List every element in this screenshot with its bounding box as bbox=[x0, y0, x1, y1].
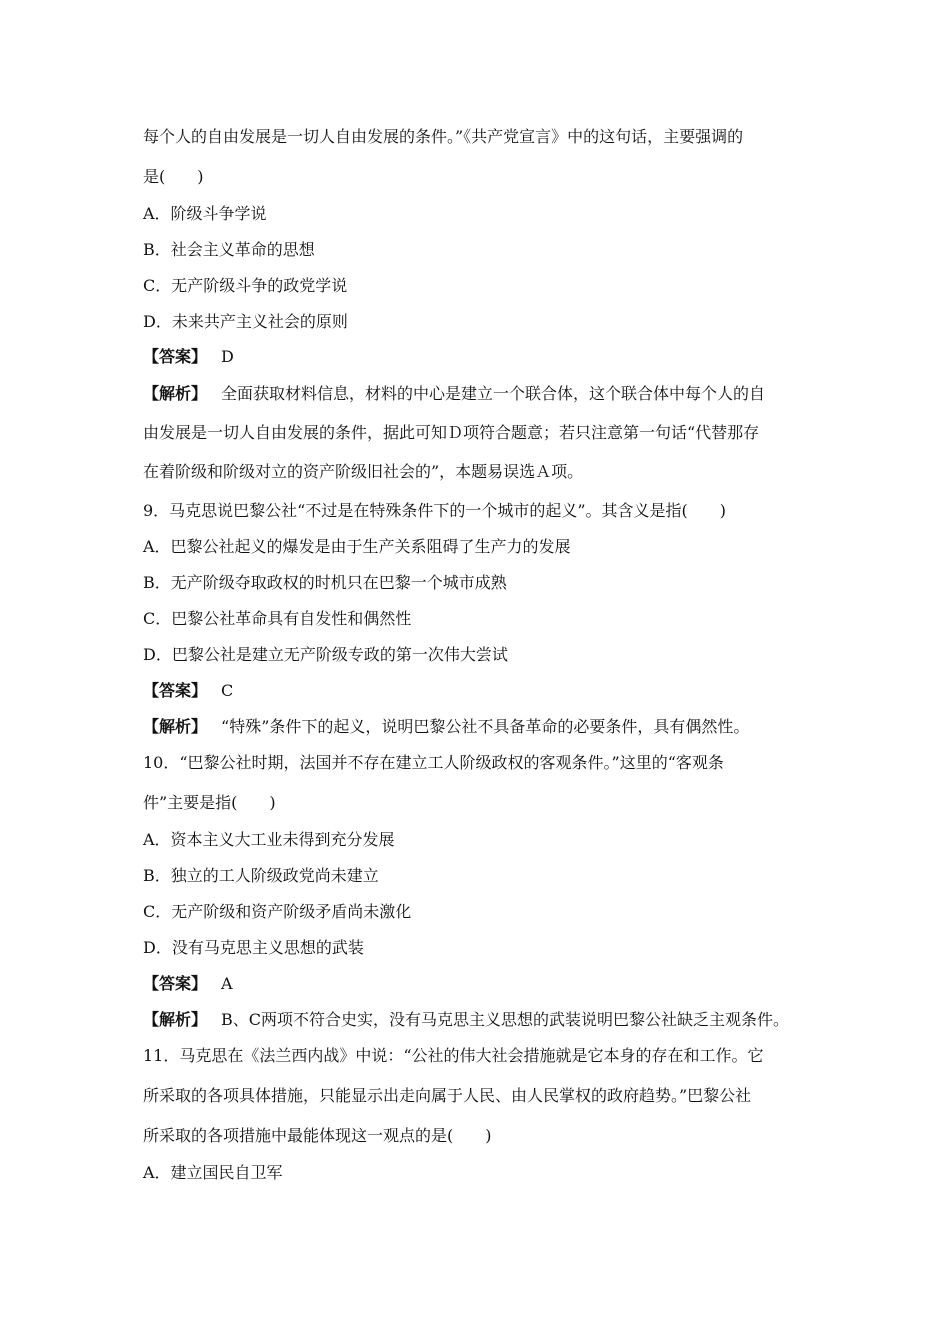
q8-option-a: A．阶级斗争学说 bbox=[143, 204, 267, 223]
q9-option-c: C．巴黎公社革命具有自发性和偶然性 bbox=[143, 609, 412, 628]
q8-analysis-line-1 bbox=[143, 384, 765, 404]
q9-option-b: B．无产阶级夺取政权的时机只在巴黎一个城市成熟 bbox=[143, 573, 507, 592]
q9-analysis bbox=[143, 717, 749, 737]
analysis-label: 【解析】 bbox=[143, 717, 208, 736]
analysis-label: 【解析】 bbox=[143, 1010, 208, 1029]
analysis-text: “特殊”条件下的起义，说明巴黎公社不具备革命的必要条件，具有偶然性。 bbox=[221, 717, 750, 736]
analysis-label: 【解析】 bbox=[143, 384, 208, 403]
q10-stem-line-2: 件”主要是指( ) bbox=[143, 793, 276, 812]
q8-answer bbox=[143, 347, 234, 367]
q10-analysis bbox=[143, 1010, 789, 1030]
q11-stem-line-2: 所采取的各项具体措施，只能显示出走向属于人民、由人民掌权的政府趋势。”巴黎公社 bbox=[143, 1086, 752, 1105]
q11-stem-line-1: 11．马克思在《法兰西内战》中说：“公社的伟大社会措施就是它本身的存在和工作。它 bbox=[143, 1046, 764, 1065]
answer-value: A bbox=[221, 974, 233, 993]
q10-answer bbox=[143, 974, 233, 994]
q8-option-d: D．未来共产主义社会的原则 bbox=[143, 312, 348, 331]
q9-option-d: D．巴黎公社是建立无产阶级专政的第一次伟大尝试 bbox=[143, 645, 508, 664]
answer-label: 【答案】 bbox=[143, 681, 208, 700]
q9-stem: 9．马克思说巴黎公社“不过是在特殊条件下的一个城市的起义”。其含义是指( ) bbox=[143, 501, 727, 520]
answer-value: D bbox=[221, 347, 234, 366]
q10-option-d: D．没有马克思主义思想的武装 bbox=[143, 938, 364, 957]
q10-option-c: C．无产阶级和资产阶级矛盾尚未激化 bbox=[143, 902, 412, 921]
q8-analysis-line-3: 在着阶级和阶级对立的资产阶级旧社会的”，本题易误选Ａ项。 bbox=[143, 462, 584, 481]
q8-stem-line-2: 是( ) bbox=[143, 167, 204, 186]
q10-stem-line-1: 10．“巴黎公社时期，法国并不存在建立工人阶级政权的客观条件。”这里的“客观条 bbox=[143, 753, 724, 772]
q10-option-b: B．独立的工人阶级政党尚未建立 bbox=[143, 866, 379, 885]
q11-option-a: A．建立国民自卫军 bbox=[143, 1163, 283, 1182]
q9-answer bbox=[143, 681, 233, 701]
answer-label: 【答案】 bbox=[143, 974, 208, 993]
analysis-text: B、C两项不符合史实，没有马克思主义思想的武装说明巴黎公社缺乏主观条件。 bbox=[221, 1010, 790, 1029]
q9-option-a: A．巴黎公社起义的爆发是由于生产关系阻碍了生产力的发展 bbox=[143, 537, 571, 556]
q8-analysis-line-2: 由发展是一切人自由发展的条件，据此可知Ｄ项符合题意；若只注意第一句话“代替那存 bbox=[143, 423, 760, 442]
q8-stem-line-1: 每个人的自由发展是一切人自由发展的条件。”《共产党宣言》中的这句话，主要强调的 bbox=[143, 127, 744, 146]
answer-value: C bbox=[221, 681, 234, 700]
answer-label: 【答案】 bbox=[143, 347, 208, 366]
q11-stem-line-3: 所采取的各项措施中最能体现这一观点的是( ) bbox=[143, 1126, 492, 1145]
q8-option-b: B．社会主义革命的思想 bbox=[143, 240, 315, 259]
q8-option-c: C．无产阶级斗争的政党学说 bbox=[143, 276, 348, 295]
q10-option-a: A．资本主义大工业未得到充分发展 bbox=[143, 830, 395, 849]
analysis-text: 全面获取材料信息，材料的中心是建立一个联合体，这个联合体中每个人的自 bbox=[221, 384, 766, 403]
